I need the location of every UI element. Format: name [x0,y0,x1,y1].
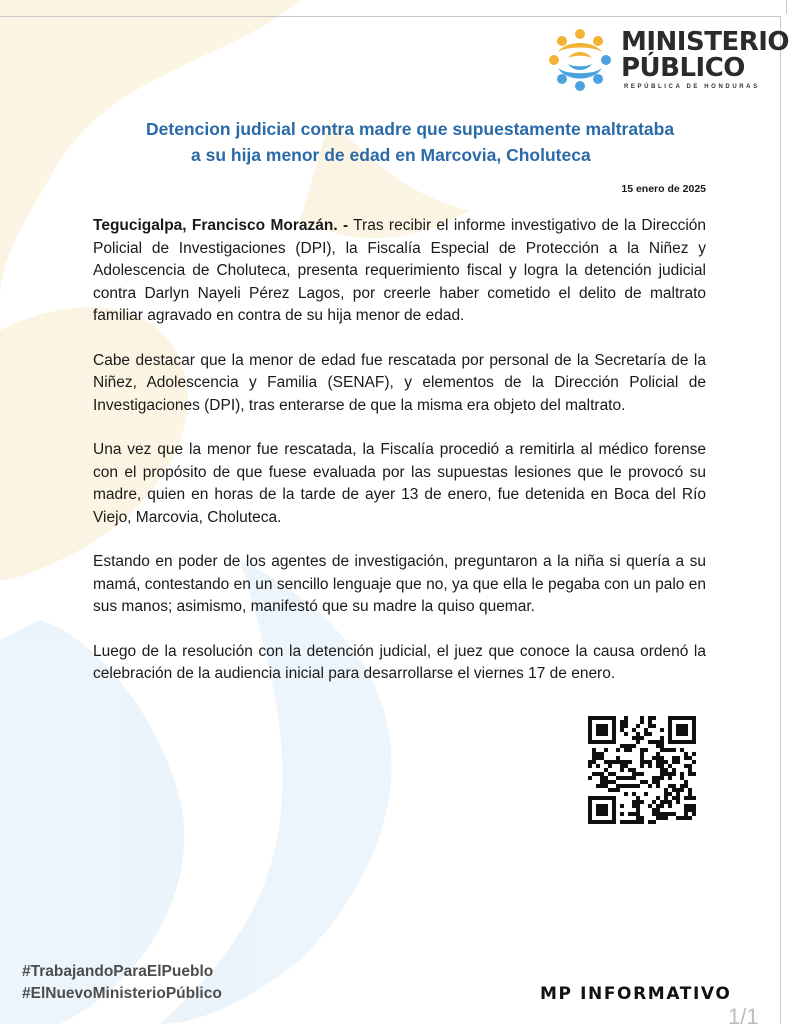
lead-location: Tegucigalpa, Francisco Morazán. - [93,217,349,234]
article-body [93,215,706,708]
page-indicator: 1/1 [728,1004,759,1024]
paragraph-2: Cabe destacar que la menor de edad fue rescatada por personal de la Secretaría de la Niñez, Adolescencia y Familia (SENAF), y elementos de la Dirección Policial de Investigaciones (DPI), tras enterarse de que la misma era objeto del maltrato. [93,351,706,414]
headline-line2: a su hija menor de edad en Marcovia, Choluteca [191,145,591,165]
headline-line1: Detencion judicial contra madre que supuestamente maltrataba [146,119,675,139]
ministerio-publico-emblem-icon [544,22,616,94]
paragraph-1 [93,215,706,328]
article-headline [120,116,720,168]
right-border [780,16,781,1024]
hashtag-nuevo-ministerio: #ElNuevoMinisterioPúblico [22,985,222,1002]
paragraph-1-text: Tras recibir el informe investigativo de la Dirección Policial de Investigaciones (DPI), la Fiscalía Especial de Protección a la Niñez y Adolescencia de Choluteca, presenta requerimiento fiscal y logra la detención judicial contra Darlyn Nayeli Pérez Lagos, por creerle haber cometido el delito de maltrato familiar agravado en contra de su hija menor de edad. [93,217,706,324]
paragraph-5: Luego de la resolución con la detención judicial, el juez que conoce la causa ordenó la celebración de la audiencia inicial para desarrollarse el viernes 17 de enero. [93,642,706,682]
qr-code-icon [588,716,696,824]
paragraph-4: Estando en poder de los agentes de investigación, preguntaron a la niña si quería a su mamá, contestando en un sencillo lenguaje que no, ya que ella le pegaba con un palo en sus manos; asimismo, manifestó que su madre la quiso quemar. [93,553,706,615]
mp-informativo-brand: MP INFORMATIVO [540,984,732,1004]
publication-date: 15 enero de 2025 [621,183,706,195]
hashtag-trabajando: #TrabajandoParaElPueblo [22,963,214,980]
corner-mark [786,0,787,14]
logo-title-line1: MINISTERIO [621,27,789,57]
ministerio-publico-logo [544,22,789,96]
top-border [0,16,781,17]
logo-title-line2: PÚBLICO [621,53,745,83]
paragraph-3: Una vez que la menor fue rescatada, la Fiscalía procedió a remitirla al médico forense con el propósito de que fuese evaluada por las supuestas lesiones que le provocó su madre, quien en horas de la tarde de ayer 13 de enero, fue detenida en Boca del Río Viejo, Marcovia, Choluteca. [93,441,706,526]
logo-subtitle: REPÚBLICA DE HONDURAS [624,84,760,90]
